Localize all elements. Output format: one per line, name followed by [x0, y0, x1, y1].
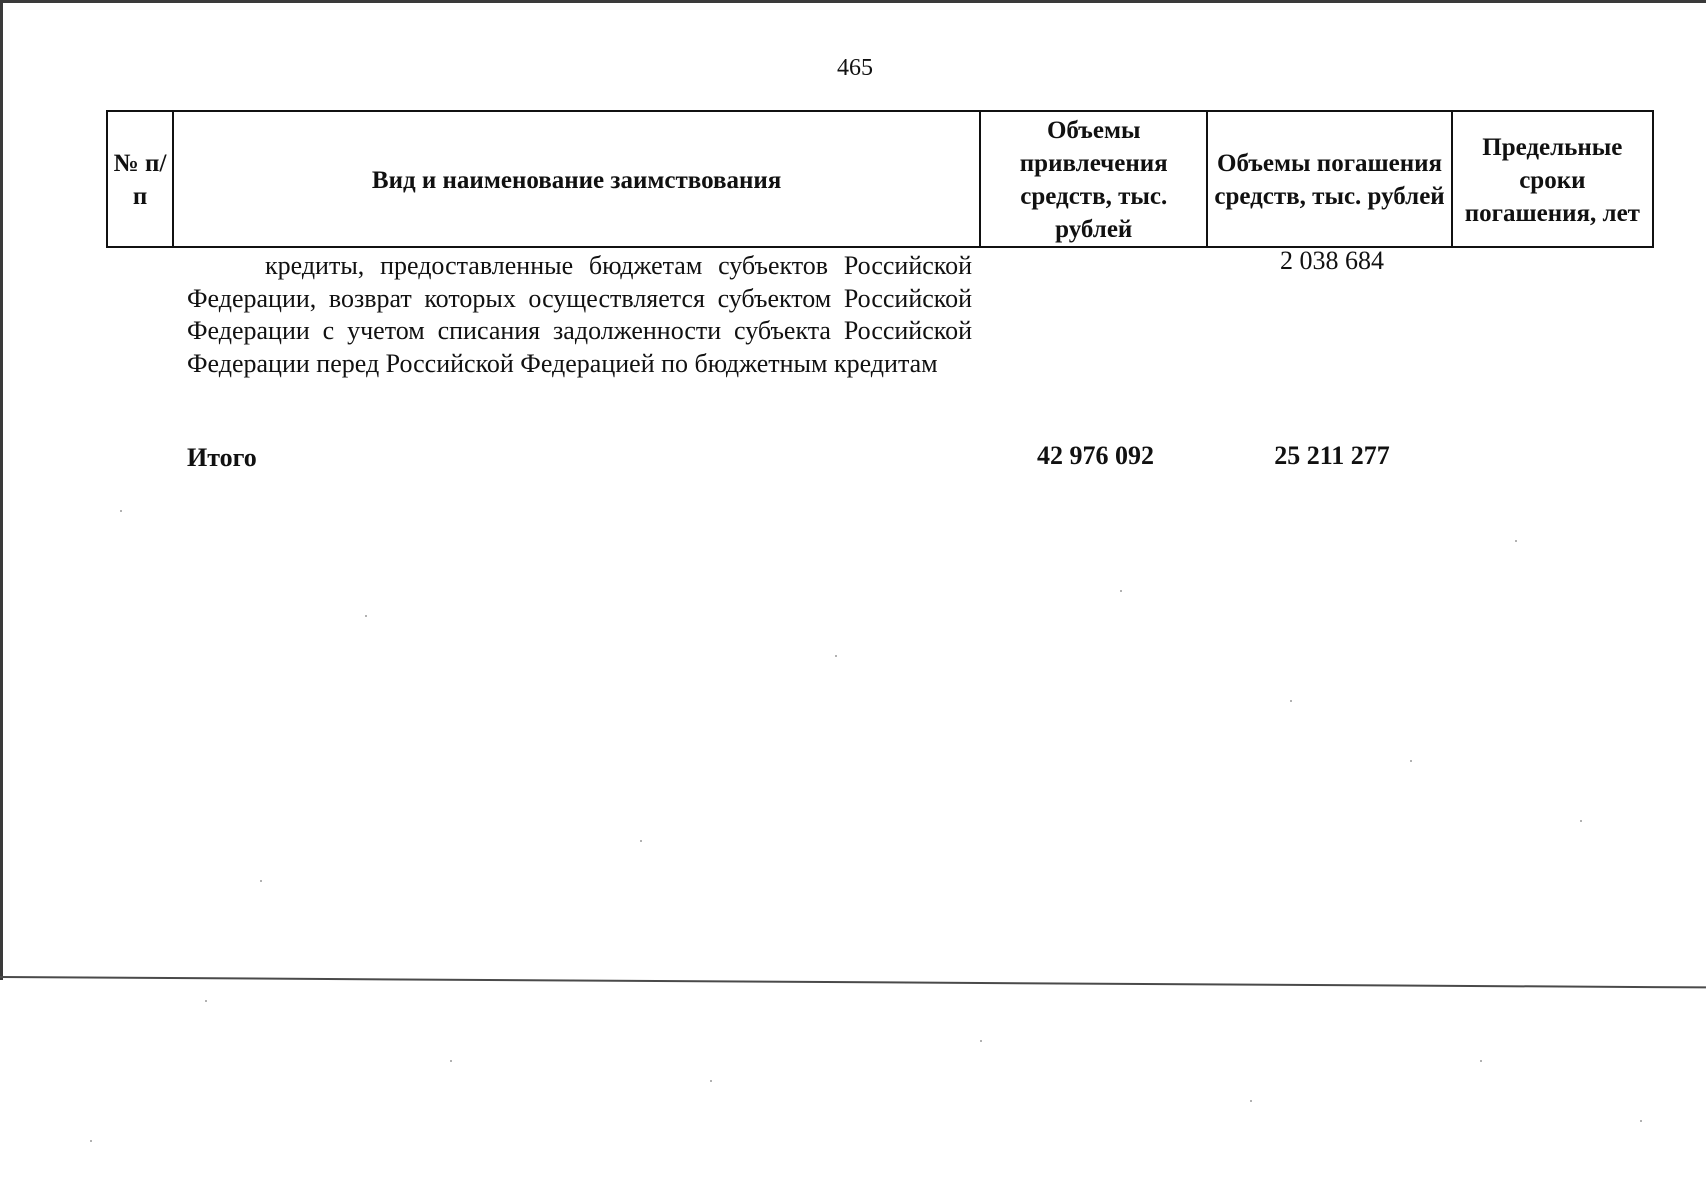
- total-repaid: 25 211 277: [1274, 441, 1390, 470]
- table-row-name: кредиты, предоставленные бюджетам субъектов Российской Федерации, возврат которых осуществляется субъектом Российской Федерации с учетом списания задолженности субъекта Российской Федерации перед Российской Федерацией по бюджетным кредитам: [187, 251, 972, 378]
- table-row-repaid: 2 038 684: [1280, 246, 1384, 275]
- borrowing-table-header: [106, 110, 1654, 248]
- page-number: 465: [837, 55, 873, 81]
- scan-fold-line: [0, 976, 1706, 988]
- total-label: Итого: [187, 443, 257, 472]
- page-border-left: [0, 0, 3, 980]
- header-term: Предельные сроки погашения, лет: [1452, 111, 1653, 247]
- total-attracted: 42 976 092: [1037, 441, 1154, 470]
- page-border-top: [0, 0, 1706, 3]
- header-name: Вид и наименование заимствования: [173, 111, 980, 247]
- table-header-row: [107, 111, 1653, 247]
- header-attracted: Объемы привлечения средств, тыс. рублей: [980, 111, 1207, 247]
- header-num: № п/п: [107, 111, 173, 247]
- header-repaid: Объемы погашения средств, тыс. рублей: [1207, 111, 1451, 247]
